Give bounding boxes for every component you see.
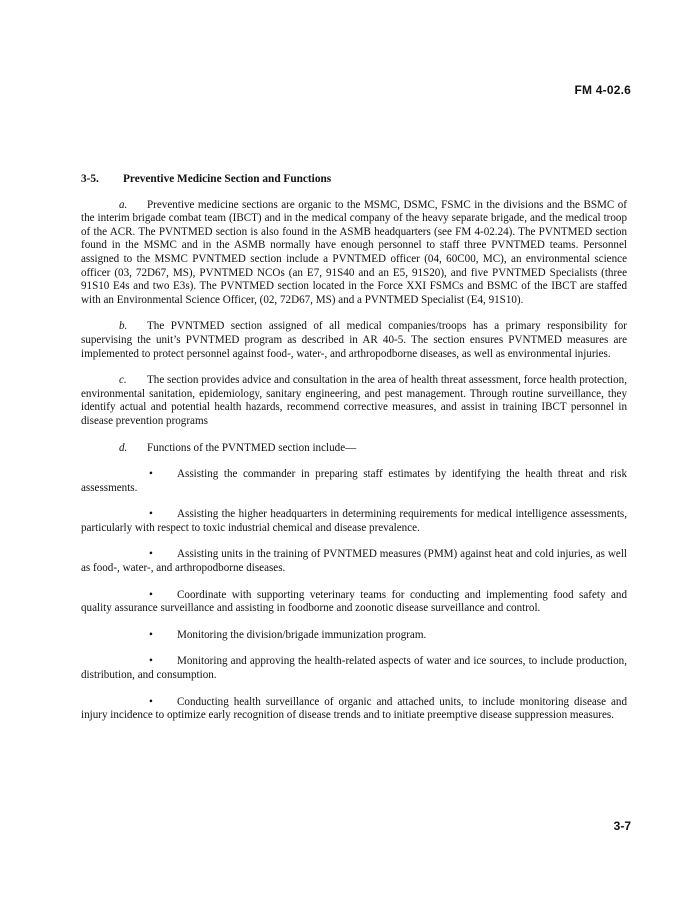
page-content (81, 173, 627, 736)
list-item-text: Assisting units in the training of PVNTMED measures (PMM) against heat and cold injuries, as well as food-, water-, and arthropodborne diseases. (81, 548, 627, 575)
list-item (81, 548, 627, 575)
paragraph-label: a. (119, 198, 128, 211)
paragraph-text: Preventive medicine sections are organic to the MSMC, DSMC, FSMC in the divisions and the BSMC of the interim brigade combat team (IBCT) and in the medical company of the heavy separate brigade, and the medical troop of the ACR. The PVNTMED section is also found in the ASMB headquarters (see FM 4-02.24). The PVNTMED section found in the MSMC and in the ASMB normally have enough personnel to staff three PVNTMED teams. Personnel assigned to the MSMC PVNTMED section include a PVNTMED officer (04, 60C00, MC), an environmental science officer (03, 72D67, MS), PVNTMED NCOs (an E7, 91S40 and an E5, 91S20), and five PVNTMED Specialists (three 91S10 E4s and two E3s). The PVNTMED section located in the Force XXI FSMCs and BSMC of the IBCT are staffed with an Environmental Science Officer, (02, 72D67, MS) and a PVNTMED Specialist (E4, 91S10). (81, 198, 627, 306)
list-item-text: Monitoring the division/brigade immunization program. (177, 628, 427, 641)
section-title: Preventive Medicine Section and Functions (123, 173, 332, 185)
paragraph-a (81, 199, 627, 308)
list-item-text: Conducting health surveillance of organic and attached units, to include monitoring disease and injury incidence to optimize early recognition of disease trends and to initiate preemptive disease suppression measures. (81, 695, 627, 722)
bullet-icon: • (149, 548, 153, 561)
paragraph-label: d. (119, 441, 128, 454)
paragraph-label: c. (119, 374, 127, 387)
page-number: 3-7 (613, 819, 631, 833)
paragraph-d (81, 442, 627, 456)
paragraph-b (81, 320, 627, 361)
paragraph-text: The section provides advice and consultation in the area of health threat assessment, force health protection, environmental sanitation, epidemiology, sanitary engineering, and pest management. Through routine surveillance, they identify actual and potential health hazards, recommend corrective measures, and assist in training IBCT personnel in disease prevention programs (81, 374, 627, 427)
bullet-icon: • (149, 628, 153, 641)
paragraph-c (81, 374, 627, 428)
list-item-text: Assisting the commander in preparing staff estimates by identifying the health threat and risk assessments. (81, 468, 627, 494)
bullet-icon: • (149, 695, 153, 708)
paragraph-label: b. (119, 320, 128, 333)
list-item (81, 508, 627, 535)
list-item (81, 629, 627, 643)
document-id-header: FM 4-02.6 (574, 83, 631, 97)
section-heading (81, 173, 627, 187)
section-number: 3-5. (81, 173, 99, 185)
paragraph-text: Functions of the PVNTMED section include— (147, 441, 357, 454)
bullet-icon: • (149, 508, 153, 521)
paragraph-text: The PVNTMED section assigned of all medical companies/troops has a primary responsibility for supervising the unit’s PVNTMED program as described in AR 40-5. The section ensures PVNTMED measures are implemented to protect personnel against food-, water-, and arthropodborne diseases, as well as environmental injuries. (81, 320, 627, 360)
bullet-icon: • (149, 468, 153, 481)
list-item (81, 468, 627, 495)
list-item (81, 696, 627, 723)
list-item (81, 655, 627, 682)
bullet-icon: • (149, 655, 153, 668)
list-item-text: Assisting the higher headquarters in determining requirements for medical intelligence assessments, particularly with respect to toxic industrial chemical and disease prevalence. (81, 508, 627, 534)
list-item-text: Monitoring and approving the health-related aspects of water and ice sources, to include production, distribution, and consumption. (81, 655, 627, 682)
list-item (81, 589, 627, 616)
list-item-text: Coordinate with supporting veterinary teams for conducting and implementing food safety and quality assurance surveillance and assisting in foodborne and zoonotic disease surveillance and control. (81, 588, 627, 615)
bullet-icon: • (149, 588, 153, 601)
